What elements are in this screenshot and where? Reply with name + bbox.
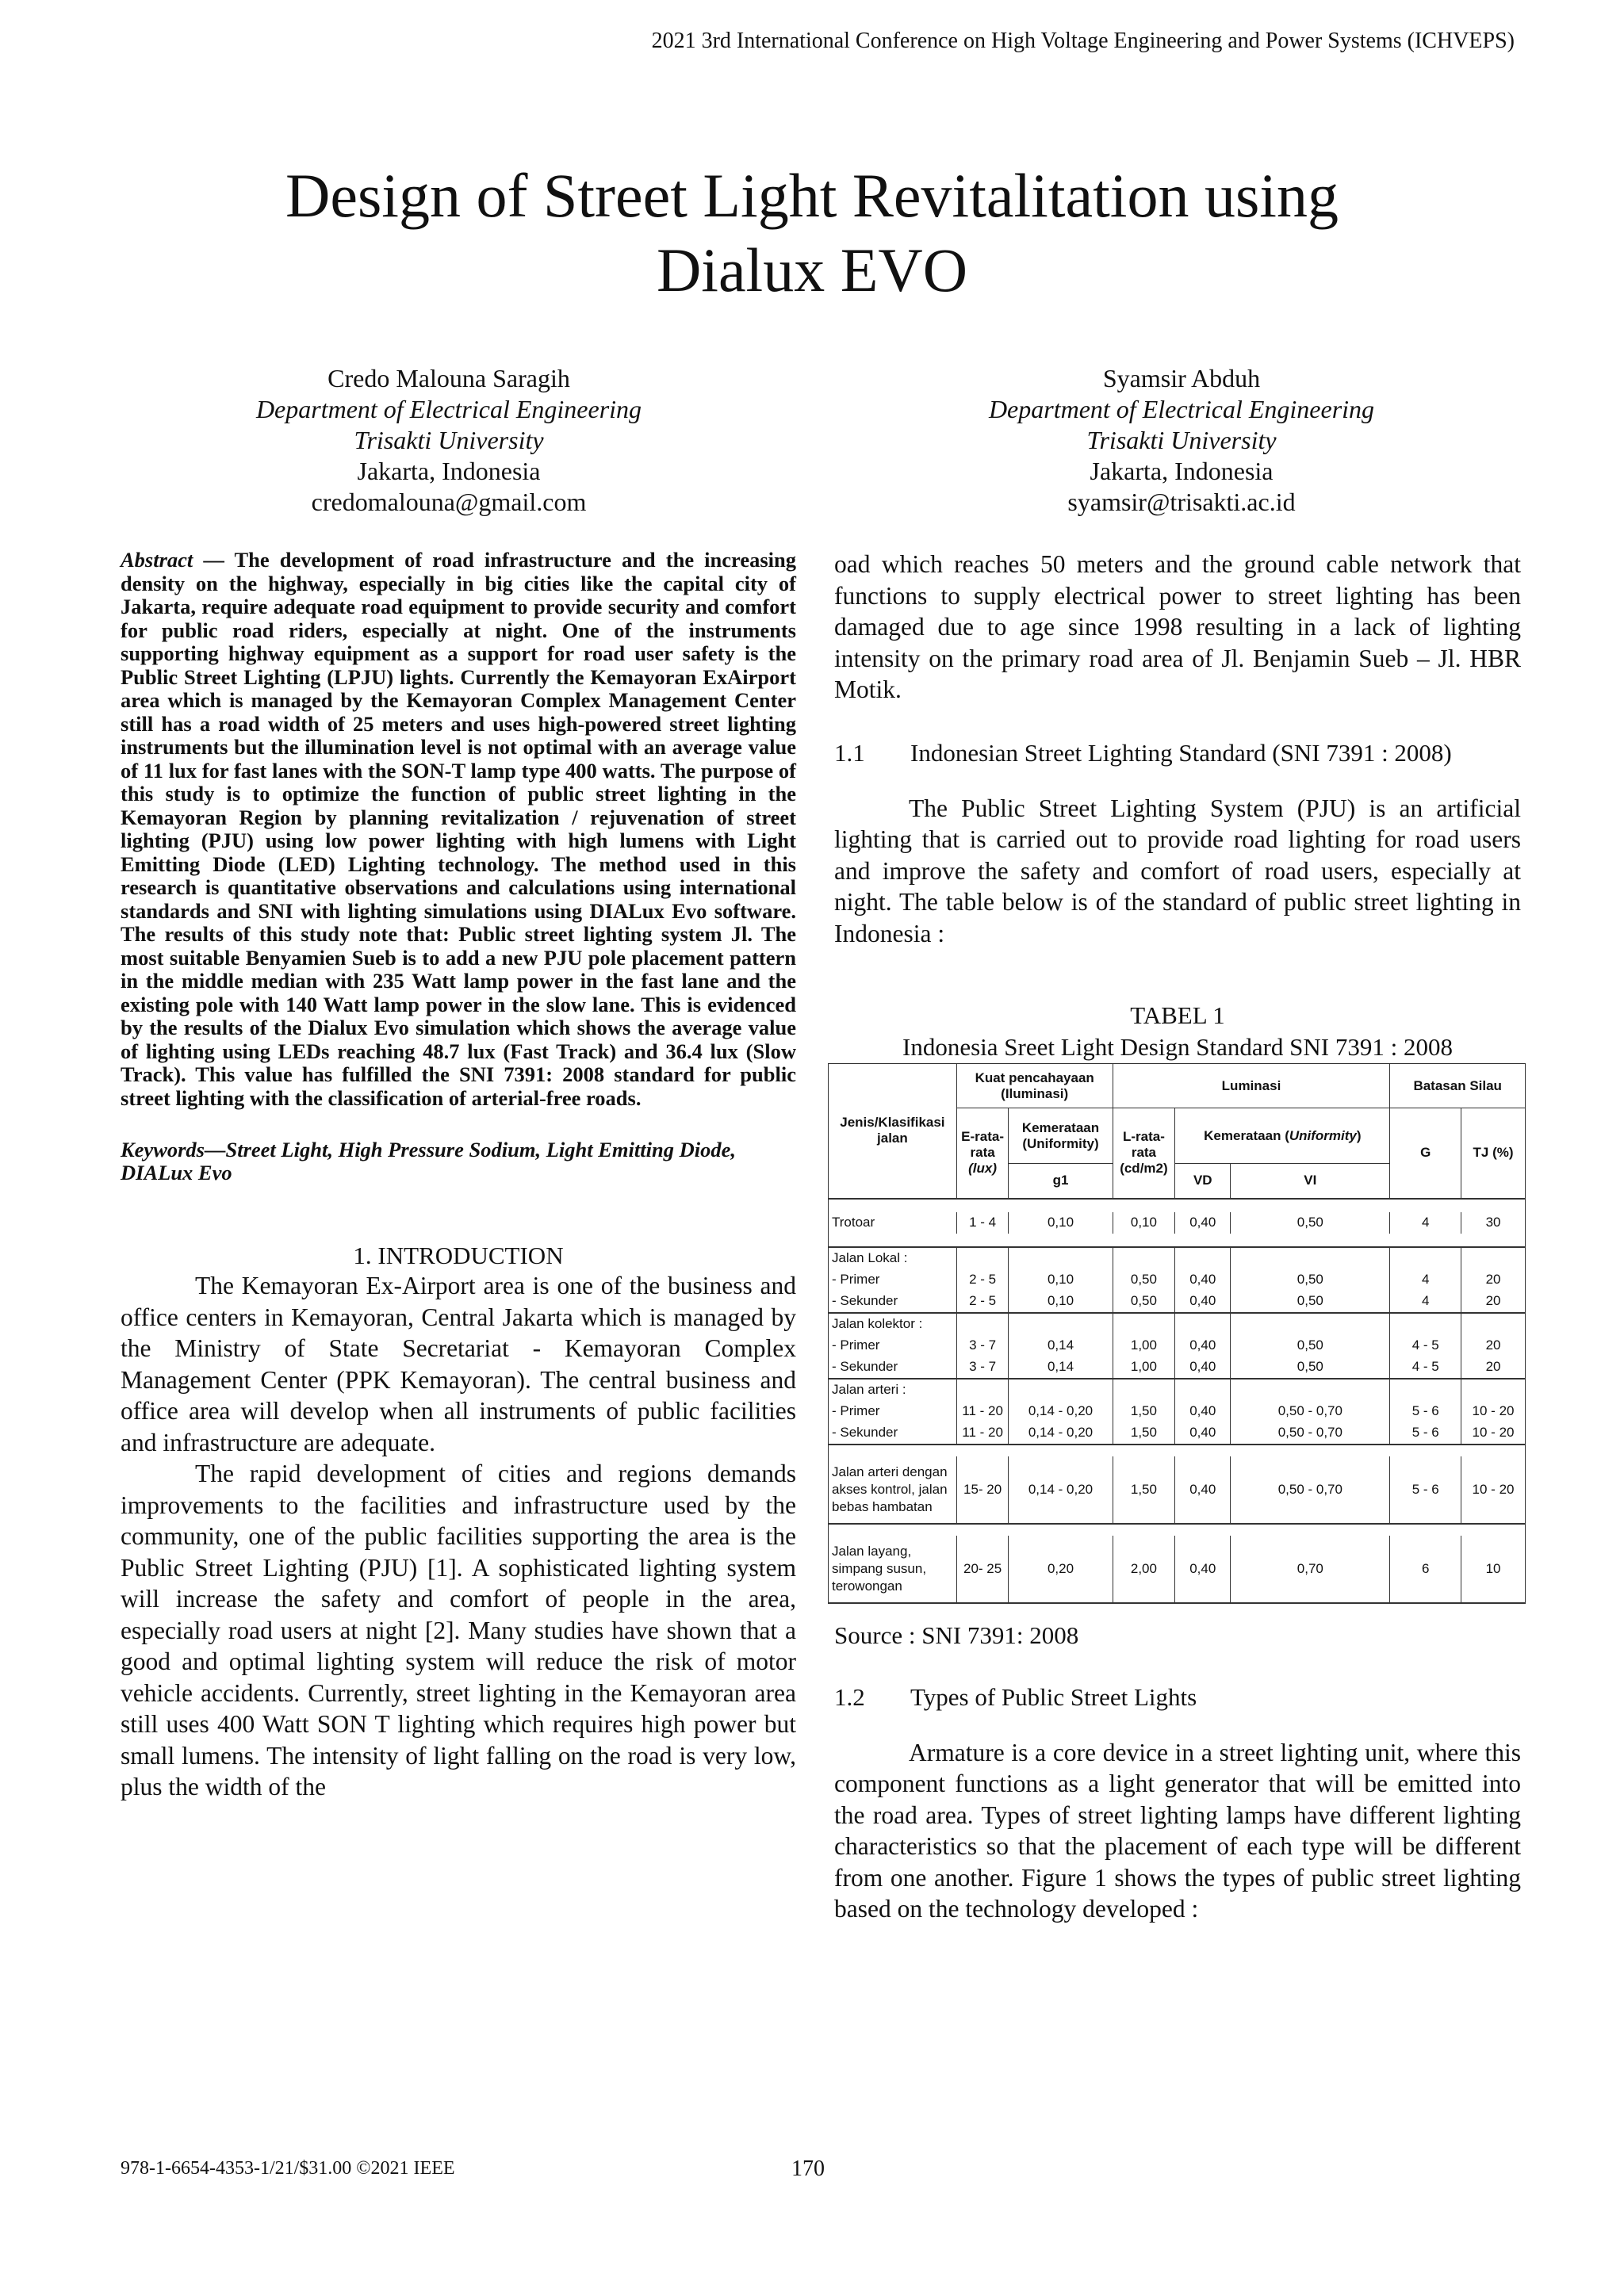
cell-g: 4 - 5 [1390, 1335, 1461, 1357]
left-column [121, 549, 796, 1803]
right-column [834, 549, 1521, 1925]
cell-l: 2,00 [1113, 1536, 1175, 1603]
table-row-lokal-sekunder [829, 1291, 1526, 1313]
table-row-group-arteri [829, 1379, 1526, 1401]
section-1-1-paragraph: The Public Street Lighting System (PJU) is an artificial lighting that is carried out to provide road lighting for road users and improve the safety and comfort of road users, especially at night. The table below is of the standard of public street lighting in Indonesia : [834, 794, 1521, 947]
header-kemerataan-2-a: Kemerataan ( [1204, 1127, 1289, 1143]
author-name: Syamsir Abduh [1102, 364, 1261, 392]
intro-paragraph-1: The Kemayoran Ex-Airport area is one of the business and office centers in Kemayoran, Central Jakarta which is managed by the Ministry of State Secretariat - Kemayoran Complex Management Center (PPK Kemayoran). The central business and office area will develop when all instruments of public facilities and infrastructure are adequate. [121, 1272, 796, 1456]
cell-l: 0,50 [1113, 1269, 1175, 1291]
header-vi: VI [1231, 1164, 1390, 1199]
cell-g: 4 [1390, 1291, 1461, 1313]
table-row-arteri-primer [829, 1401, 1526, 1422]
table-row-arteri-akses [829, 1456, 1526, 1524]
cell-name: - Sekunder [829, 1357, 957, 1379]
cell-g: 6 [1390, 1536, 1461, 1603]
subsection-number: 1.1 [834, 738, 865, 767]
author-email: syamsir@trisakti.ac.id [1067, 488, 1296, 516]
cell-e: 3 - 7 [956, 1335, 1009, 1357]
header-vd: VD [1175, 1164, 1231, 1199]
table-source: Source : SNI 7391: 2008 [834, 1621, 1079, 1649]
cell-l: 1,50 [1113, 1401, 1175, 1422]
abstract-text: — The development of road infrastructure and the increasing density on the highway, especially in big cities like the capital city of Jakarta, require adequate road equipment to provide security and comfort for public road riders, especially at night. One of the instruments supporting highway equipment as a support for road user safety is the Public Street Lighting (LPJU) lights. Currently the Kemayoran ExAirport area which is managed by the Kemayoran Complex Management Center still has a road width of 25 meters and uses high-powered street lighting instruments but the illumination level is not optimal with an average value of 11 lux for fast lanes with the SON-T lamp type 400 watts. The purpose of this study is to optimize the function of public street lighting in the Kemayoran Region by planning revitalization / rejuvenation of street lighting (PJU) using low power lighting with high lumens with Light Emitting Diode (LED) Lighting technology. The method used in this research is quantitative observations and calculations using international standards and SNI with lighting simulations using DIALux Evo software. The results of this study note that: Public street lighting system Jl. The most suitable Benyamien Sueb is to add a new PJU pole placement pattern in the middle median with 235 Watt lamp power in the fast lane and the existing pole with 140 Watt lamp power in the slow lane. This is evidenced by the results of the Dialux Evo simulation which shows the average value of lighting using LEDs reaching 48.7 lux (Fast Track) and 36.4 lux (Slow Track). This value has fulfilled the SNI 7391: 2008 standard for public street lighting with the classification of arterial-free roads. [121, 548, 796, 1110]
table-row-group-lokal [829, 1247, 1526, 1269]
cell-tj: 30 [1461, 1212, 1526, 1234]
header-batasan-silau: Batasan Silau [1390, 1064, 1526, 1108]
cell-vi: 0,50 [1231, 1357, 1390, 1379]
author-university: Trisakti University [354, 426, 544, 454]
cell-group-title: Jalan kolektor : [829, 1313, 957, 1335]
cell-tj: 10 - 20 [1461, 1422, 1526, 1445]
table-row-trotoar [829, 1212, 1526, 1234]
cell-group-title: Jalan arteri : [829, 1379, 957, 1401]
header-jenis: Jenis/Klasifikasi jalan [829, 1064, 957, 1199]
cell-vi: 0,50 [1231, 1291, 1390, 1313]
cell-g: 5 - 6 [1390, 1456, 1461, 1524]
cell-e: 3 - 7 [956, 1357, 1009, 1379]
subsection-heading-1-2 [834, 1682, 1521, 1713]
table-row-kolektor-primer [829, 1335, 1526, 1357]
header-kemerataan-2-b: Uniformity [1289, 1127, 1357, 1143]
author-department: Department of Electrical Engineering [255, 395, 642, 423]
cell-l: 0,50 [1113, 1291, 1175, 1313]
cell-e: 1 - 4 [956, 1212, 1009, 1234]
cell-vi: 0,50 [1231, 1212, 1390, 1234]
header-l-rata [1113, 1108, 1175, 1199]
cell-name: - Primer [829, 1269, 957, 1291]
paper-title [0, 159, 1624, 308]
cell-l: 1,50 [1113, 1422, 1175, 1445]
author-block-1 [171, 363, 726, 518]
header-kemerataan-1: Kemerataan (Uniformity) [1009, 1108, 1113, 1164]
cell-tj: 20 [1461, 1357, 1526, 1379]
section-1-2-paragraph: Armature is a core device in a street lighting unit, where this component functions as a light generator that will be emitted into the road area. Types of street lighting lamps have different lighting characteristics so that the placement of each type will be different from one another. Figure 1 shows the types of public street lighting based on the technology developed : [834, 1738, 1521, 1923]
table-caption: Indonesia Sreet Light Design Standard SNI 7391 : 2008 [902, 1033, 1453, 1061]
cell-l: 0,10 [1113, 1212, 1175, 1234]
header-e-rata-unit: (lux) [968, 1161, 998, 1177]
cell-vd: 0,40 [1175, 1422, 1231, 1445]
cell-vd: 0,40 [1175, 1401, 1231, 1422]
cell-name: Jalan arteri dengan akses kontrol, jalan bebas hambatan [829, 1456, 957, 1524]
author-department: Department of Electrical Engineering [988, 395, 1375, 423]
header-g1: g1 [1009, 1164, 1113, 1199]
cell-tj: 10 - 20 [1461, 1456, 1526, 1524]
subsection-heading-1-1 [834, 737, 1521, 769]
cell-vd: 0,40 [1175, 1212, 1231, 1234]
cell-g1: 0,10 [1009, 1212, 1113, 1234]
header-l-rata-unit: (cd/m2) [1120, 1161, 1168, 1177]
footer-copyright: 978-1-6654-4353-1/21/$31.00 ©2021 IEEE [121, 2158, 455, 2179]
author-city: Jakarta, Indonesia [357, 457, 541, 485]
header-kuat-pencahayaan: Kuat pencahayaan (Iluminasi) [956, 1064, 1113, 1108]
header-kemerataan-2-c: ) [1356, 1127, 1362, 1143]
table-row-layang [829, 1536, 1526, 1603]
cell-name: - Sekunder [829, 1291, 957, 1313]
running-head: 2021 3rd International Conference on High Voltage Engineering and Power Systems (ICHVEPS) [651, 29, 1515, 53]
cell-l: 1,50 [1113, 1456, 1175, 1524]
cell-l: 1,00 [1113, 1335, 1175, 1357]
cell-vd: 0,40 [1175, 1269, 1231, 1291]
cell-l: 1,00 [1113, 1357, 1175, 1379]
cell-g: 4 [1390, 1269, 1461, 1291]
cell-vd: 0,40 [1175, 1456, 1231, 1524]
cell-vi: 0,50 - 0,70 [1231, 1422, 1390, 1445]
cell-vd: 0,40 [1175, 1291, 1231, 1313]
intro-paragraph-continued: oad which reaches 50 meters and the ground cable network that functions to supply electrical power to street lighting has been damaged due to age since 1998 resulting in a lack of lighting intensity on the primary road area of Jl. Benjamin Sueb – Jl. HBR Motik. [834, 550, 1521, 703]
author-block-2 [904, 363, 1459, 518]
cell-g1: 0,14 - 0,20 [1009, 1401, 1113, 1422]
cell-vi: 0,50 - 0,70 [1231, 1456, 1390, 1524]
cell-e: 11 - 20 [956, 1401, 1009, 1422]
cell-vi: 0,50 [1231, 1269, 1390, 1291]
sni-standard-table [828, 1063, 1526, 1604]
page-number: 170 [791, 2156, 825, 2181]
cell-vi: 0,70 [1231, 1536, 1390, 1603]
cell-g1: 0,20 [1009, 1536, 1113, 1603]
cell-e: 2 - 5 [956, 1269, 1009, 1291]
table-row [829, 1524, 1526, 1536]
table-row [829, 1234, 1526, 1247]
subsection-number: 1.2 [834, 1682, 865, 1711]
cell-e: 15- 20 [956, 1456, 1009, 1524]
cell-vd: 0,40 [1175, 1335, 1231, 1357]
cell-vd: 0,40 [1175, 1357, 1231, 1379]
cell-g: 4 [1390, 1212, 1461, 1234]
cell-name: Trotoar [829, 1212, 957, 1234]
table-row-lokal-primer [829, 1269, 1526, 1291]
cell-g1: 0,10 [1009, 1269, 1113, 1291]
cell-g: 5 - 6 [1390, 1401, 1461, 1422]
cell-vi: 0,50 - 0,70 [1231, 1401, 1390, 1422]
keywords: Keywords—Street Light, High Pressure Sodium, Light Emitting Diode, DIALux Evo [121, 1138, 736, 1184]
header-tj: TJ (%) [1461, 1108, 1526, 1199]
cell-g1: 0,14 [1009, 1357, 1113, 1379]
cell-g: 5 - 6 [1390, 1422, 1461, 1445]
cell-name: - Primer [829, 1335, 957, 1357]
cell-tj: 10 - 20 [1461, 1401, 1526, 1422]
table-label: TABEL 1 [1130, 1001, 1225, 1029]
cell-tj: 20 [1461, 1335, 1526, 1357]
header-g: G [1390, 1108, 1461, 1199]
header-e-rata-label: E-rata-rata [961, 1129, 1005, 1161]
cell-name: - Sekunder [829, 1422, 957, 1445]
subsection-title: Types of Public Street Lights [910, 1682, 1197, 1711]
cell-e: 2 - 5 [956, 1291, 1009, 1313]
header-kemerataan-2 [1175, 1108, 1390, 1164]
author-name: Credo Malouna Saragih [327, 364, 570, 392]
subsection-title: Indonesian Street Lighting Standard (SNI 7391 : 2008) [910, 738, 1452, 767]
abstract [121, 549, 796, 1110]
cell-g1: 0,14 [1009, 1335, 1113, 1357]
cell-g1: 0,10 [1009, 1291, 1113, 1313]
table-row-kolektor-sekunder [829, 1357, 1526, 1379]
author-email: credomalouna@gmail.com [311, 488, 587, 516]
table-row [829, 1199, 1526, 1212]
intro-paragraph-2: The rapid development of cities and regions demands improvements to the facilities and infrastructure used by the community, one of the public facilities supporting the area is the Public Street Lighting (PJU) [1]. A sophisticated lighting system will increase the safety and comfort of people in the area, especially road users at night [2]. Many studies have shown that a good and optimal lighting system will reduce the risk of motor vehicle accidents. Currently, street lighting in the Kemayoran area still uses 400 Watt SON T lighting which requires high power but small lumens. The intensity of light falling on the road is very low, plus the width of the [121, 1460, 796, 1800]
table-row [829, 1445, 1526, 1456]
cell-vd: 0,40 [1175, 1536, 1231, 1603]
cell-tj: 10 [1461, 1536, 1526, 1603]
cell-g1: 0,14 - 0,20 [1009, 1456, 1113, 1524]
header-l-rata-label: L-rata-rata [1122, 1129, 1165, 1161]
cell-name: Jalan layang, simpang susun, terowongan [829, 1536, 957, 1603]
author-city: Jakarta, Indonesia [1090, 457, 1274, 485]
cell-vi: 0,50 [1231, 1335, 1390, 1357]
cell-g1: 0,14 - 0,20 [1009, 1422, 1113, 1445]
cell-e: 11 - 20 [956, 1422, 1009, 1445]
paper-title-text: Design of Street Light Revitalitation using Dialux EVO [285, 161, 1339, 304]
cell-e: 20- 25 [956, 1536, 1009, 1603]
cell-g: 4 - 5 [1390, 1357, 1461, 1379]
cell-name: - Primer [829, 1401, 957, 1422]
cell-tj: 20 [1461, 1269, 1526, 1291]
abstract-label: Abstract [121, 548, 193, 572]
section-heading-introduction: 1. INTRODUCTION [353, 1242, 564, 1269]
cell-tj: 20 [1461, 1291, 1526, 1313]
header-e-rata [956, 1108, 1009, 1199]
author-university: Trisakti University [1086, 426, 1277, 454]
table-row-group-kolektor [829, 1313, 1526, 1335]
table-row-arteri-sekunder [829, 1422, 1526, 1445]
cell-group-title: Jalan Lokal : [829, 1247, 957, 1269]
header-luminasi: Luminasi [1113, 1064, 1390, 1108]
